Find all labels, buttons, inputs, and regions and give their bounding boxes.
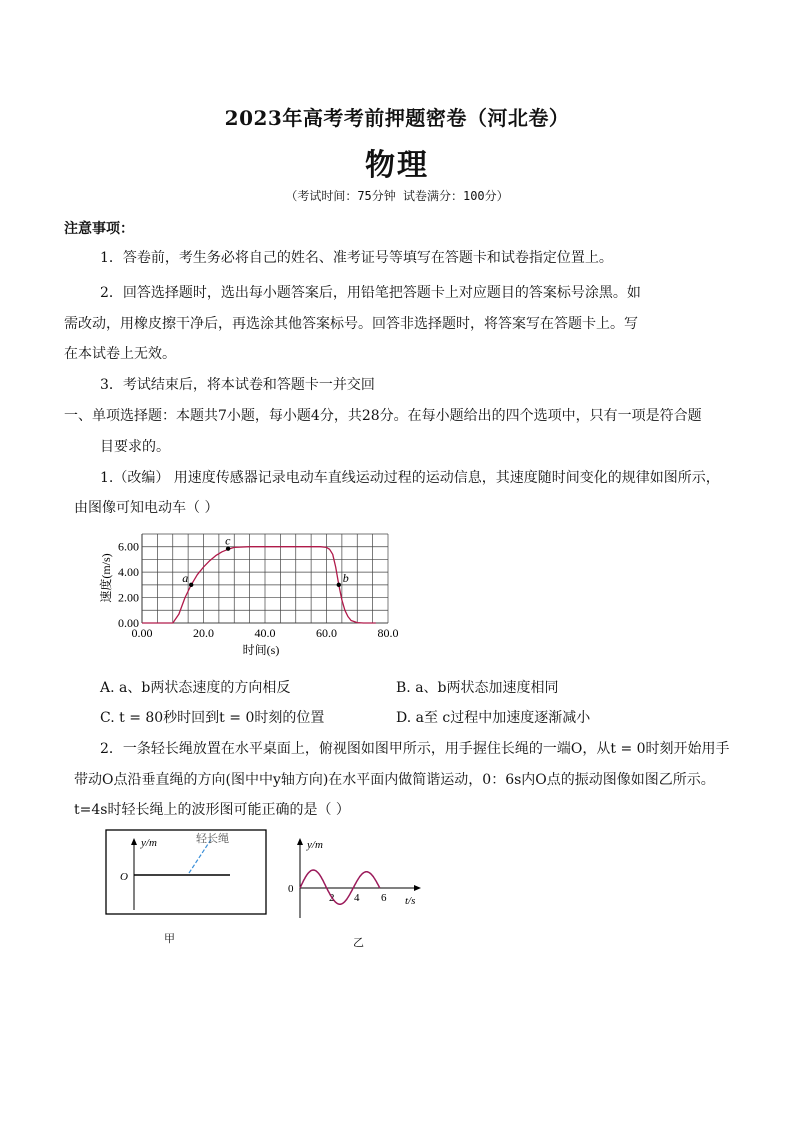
fig-yi-caption: 乙 (353, 936, 364, 949)
y-axis-arrow (131, 838, 137, 845)
rope-label: 轻长绳 (196, 833, 229, 845)
x-tick-label: 20.0 (193, 626, 214, 640)
section-heading-line-1: 一、单项选择题：本题共7小题，每小题4分，共28分。在每小题给出的四个选项中，只有一项是符合题 (64, 408, 702, 424)
yi-tick-4: 4 (354, 892, 360, 904)
x-tick-label: 0.00 (131, 626, 153, 640)
q2-figure-jia (104, 828, 274, 918)
yi-y-axis-label: y/m (307, 839, 323, 851)
point-label-a: a (182, 570, 189, 585)
y-tick-label: 0.00 (118, 616, 139, 630)
notice-item-1: 1．答卷前，考生务必将自己的姓名、准考证号等填写在答题卡和试卷指定位置上。 (100, 250, 613, 266)
yi-t-axis-label: t/s (405, 895, 416, 907)
q1-option-d: D. a至 c过程中加速度逐渐减小 (396, 710, 591, 726)
exam-title: 2023年高考考前押题密卷（河北卷） (224, 106, 570, 130)
q1-velocity-time-chart (96, 526, 412, 660)
y-axis-label: 速度(m/s) (99, 553, 113, 603)
exam-info: （考试时间：75分钟 试卷满分：100分） (285, 189, 509, 203)
q2-stem-line-2: 带动O点沿垂直绳的方向(图中中y轴方向)在水平面内做简谐运动，0：6s内O点的振动图像如图乙所示。 (74, 772, 715, 788)
x-tick-label: 80.0 (377, 626, 399, 640)
q2-stem-line-1: 2．一条轻长绳放置在水平桌面上，俯视图如图甲所示，用手握住长绳的一端O，从t = 0时刻开始用手 (100, 741, 730, 757)
subject-title: 物理 (365, 148, 429, 183)
y-tick-label: 4.00 (118, 565, 139, 580)
yi-tick-2: 2 (329, 892, 335, 904)
yi-zero-label: 0 (288, 883, 294, 895)
notice-heading: 注意事项： (64, 221, 134, 237)
notice-item-2-line-1: 2．回答选择题时，选出每小题答案后，用铅笔把答题卡上对应题目的答案标号涂黑。如 (100, 285, 641, 301)
point-label-c: c (225, 533, 231, 548)
yi-y-axis-arrow (297, 838, 303, 845)
q1-option-a: A. a、b两状态速度的方向相反 (100, 680, 291, 696)
yi-t-axis-arrow (414, 885, 421, 891)
q1-stem-line-2: 由图像可知电动车（ ） (74, 500, 219, 516)
fig-jia-caption: 甲 (164, 932, 175, 945)
jia-origin-label: O (120, 871, 128, 883)
q1-option-c: C. t = 80秒时回到t = 0时刻的位置 (100, 710, 325, 726)
vibration-curve (300, 870, 380, 904)
point-label-b: b (342, 570, 349, 585)
notice-item-2-line-3: 在本试卷上无效。 (64, 346, 176, 362)
table-border (106, 830, 266, 914)
yi-tick-6: 6 (381, 892, 387, 904)
data-point-b (337, 583, 341, 587)
notice-item-3: 3．考试结束后，将本试卷和答题卡一并交回 (100, 377, 375, 393)
y-tick-label: 6.00 (118, 539, 139, 554)
q1-option-b: B. a、b两状态加速度相同 (396, 680, 559, 696)
q2-stem-line-3: t=4s时轻长绳上的波形图可能正确的是（ ） (74, 802, 350, 818)
y-tick-label: 2.00 (118, 590, 139, 605)
jia-y-axis-label: y/m (141, 837, 157, 849)
notice-item-2-line-2: 需改动，用橡皮擦干净后，再选涂其他答案标号。回答非选择题时，将答案写在答题卡上。写 (64, 316, 638, 332)
x-axis-label: 时间(s) (242, 643, 280, 657)
x-tick-label: 60.0 (316, 626, 337, 640)
x-tick-label: 40.0 (254, 626, 276, 640)
q2-figure-yi (284, 834, 424, 920)
section-heading-line-2: 目要求的。 (100, 439, 170, 455)
data-point-a (189, 583, 193, 587)
q1-stem-line-1: 1.（改编） 用速度传感器记录电动车直线运动过程的运动信息，其速度随时间变化的规律如图所示， (100, 470, 720, 486)
